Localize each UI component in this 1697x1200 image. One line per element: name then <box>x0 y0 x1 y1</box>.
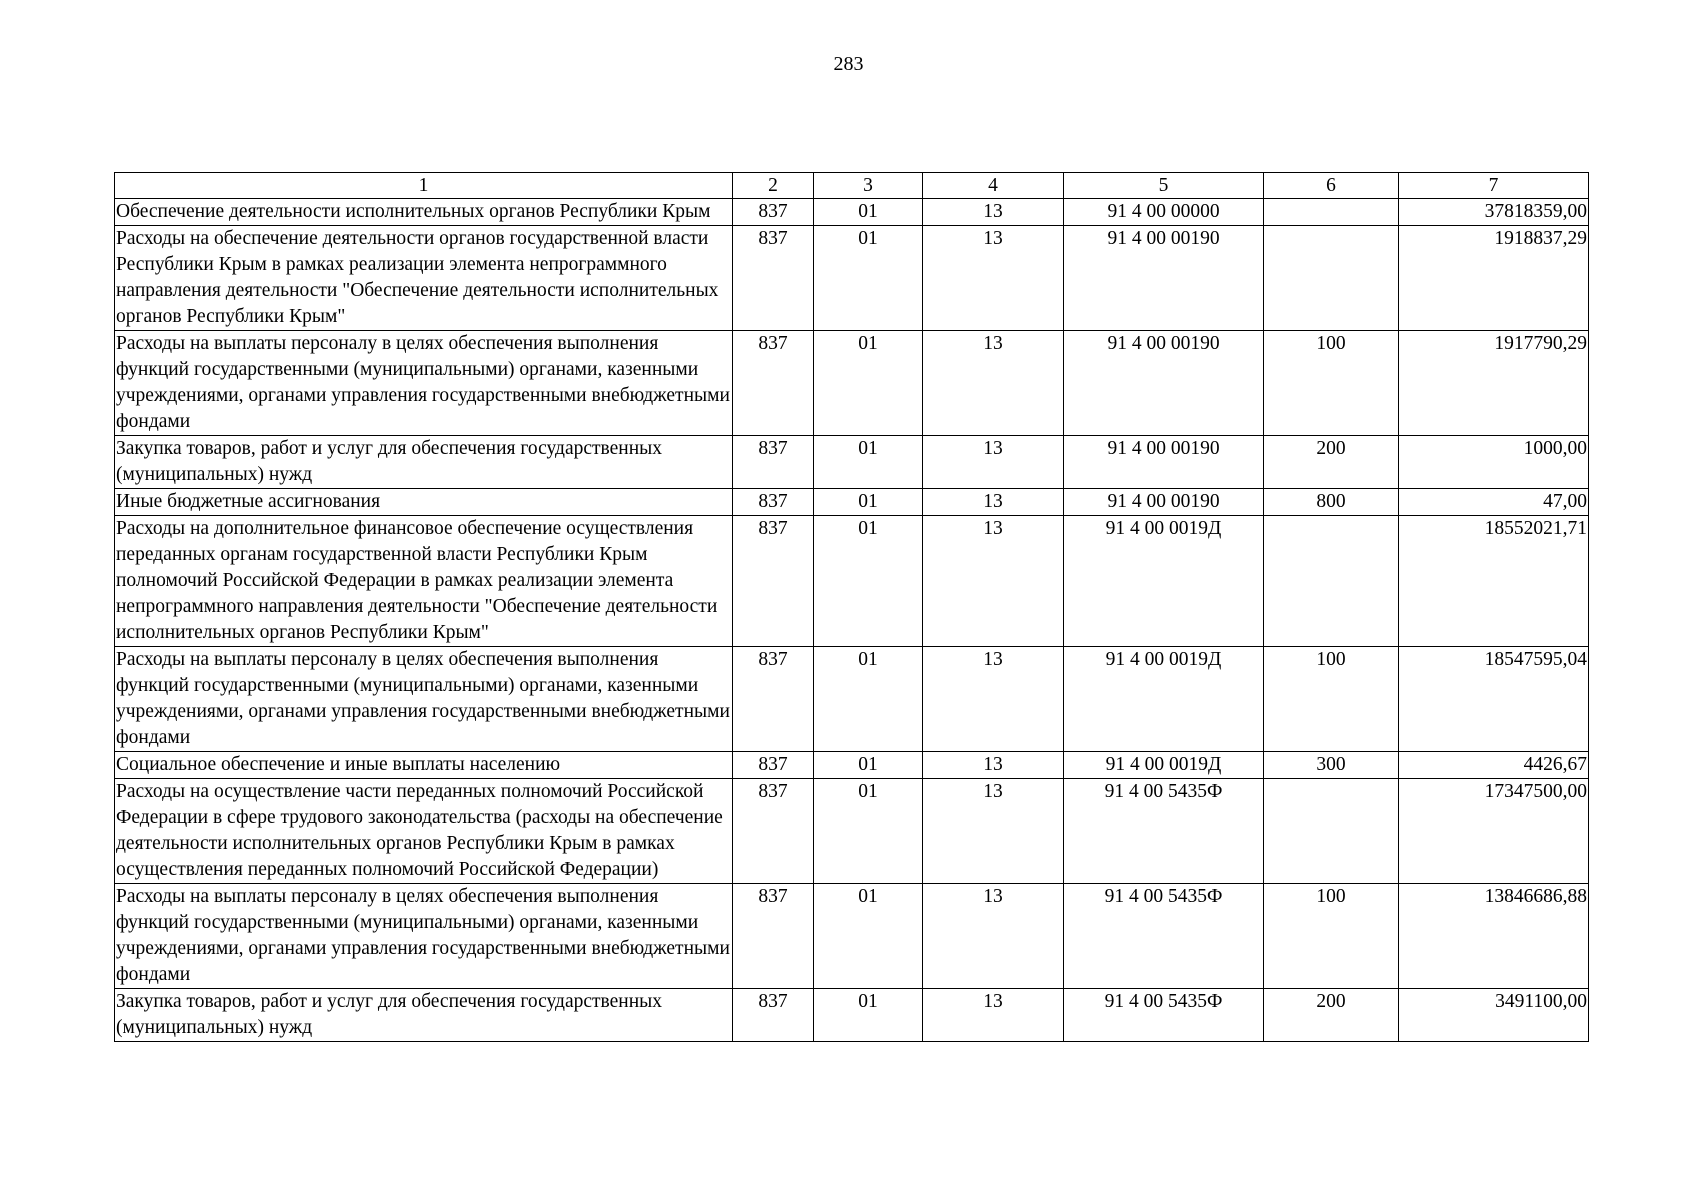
target-article-code: 91 4 00 5435Ф <box>1064 779 1264 884</box>
expense-name: Расходы на обеспечение деятельности органов государственной власти Республики Крым в рамках реализации элемента непрограммного направления деятельности "Обеспечение деятельности исполнительных органов Республики Крым" <box>115 226 733 331</box>
target-article-code: 91 4 00 0019Д <box>1064 752 1264 779</box>
table-row <box>115 779 1589 884</box>
amount: 4426,67 <box>1399 752 1589 779</box>
amount: 18547595,04 <box>1399 647 1589 752</box>
grbs-code: 837 <box>733 752 814 779</box>
subsection-code: 13 <box>923 647 1064 752</box>
target-article-code: 91 4 00 00190 <box>1064 331 1264 436</box>
amount: 47,00 <box>1399 489 1589 516</box>
subsection-code: 13 <box>923 516 1064 647</box>
expense-name: Расходы на дополнительное финансовое обеспечение осуществления переданных органам государственной власти Республики Крым полномочий Российской Федерации в рамках реализации элемента непрограммного направления деятельности "Обеспечение деятельности исполнительных органов Республики Крым" <box>115 516 733 647</box>
expense-name: Закупка товаров, работ и услуг для обеспечения государственных (муниципальных) нужд <box>115 436 733 489</box>
expense-type-code: 100 <box>1264 647 1399 752</box>
section-code: 01 <box>814 779 923 884</box>
table-row <box>115 436 1589 489</box>
section-code: 01 <box>814 226 923 331</box>
subsection-code: 13 <box>923 331 1064 436</box>
target-article-code: 91 4 00 00190 <box>1064 226 1264 331</box>
expense-type-code: 200 <box>1264 436 1399 489</box>
expense-name: Расходы на выплаты персоналу в целях обеспечения выполнения функций государственными (муниципальными) органами, казенными учреждениями, органами управления государственными внебюджетными фондами <box>115 331 733 436</box>
expense-name: Закупка товаров, работ и услуг для обеспечения государственных (муниципальных) нужд <box>115 989 733 1042</box>
grbs-code: 837 <box>733 779 814 884</box>
grbs-code: 837 <box>733 989 814 1042</box>
target-article-code: 91 4 00 00190 <box>1064 436 1264 489</box>
subsection-code: 13 <box>923 989 1064 1042</box>
subsection-code: 13 <box>923 779 1064 884</box>
header-cell-4: 4 <box>923 173 1064 199</box>
header-cell-6: 6 <box>1264 173 1399 199</box>
table-row <box>115 226 1589 331</box>
section-code: 01 <box>814 752 923 779</box>
grbs-code: 837 <box>733 489 814 516</box>
expense-type-code <box>1264 199 1399 226</box>
section-code: 01 <box>814 489 923 516</box>
expense-name: Расходы на выплаты персоналу в целях обеспечения выполнения функций государственными (муниципальными) органами, казенными учреждениями, органами управления государственными внебюджетными фондами <box>115 884 733 989</box>
header-cell-5: 5 <box>1064 173 1264 199</box>
target-article-code: 91 4 00 5435Ф <box>1064 884 1264 989</box>
subsection-code: 13 <box>923 436 1064 489</box>
expense-name: Расходы на осуществление части переданных полномочий Российской Федерации в сфере трудового законодательства (расходы на обеспечение деятельности исполнительных органов Республики Крым в рамках осуществления переданных полномочий Российской Федерации) <box>115 779 733 884</box>
subsection-code: 13 <box>923 884 1064 989</box>
table-row <box>115 752 1589 779</box>
expense-name: Иные бюджетные ассигнования <box>115 489 733 516</box>
subsection-code: 13 <box>923 226 1064 331</box>
header-cell-2: 2 <box>733 173 814 199</box>
grbs-code: 837 <box>733 647 814 752</box>
table-row <box>115 489 1589 516</box>
expense-type-code: 300 <box>1264 752 1399 779</box>
grbs-code: 837 <box>733 331 814 436</box>
target-article-code: 91 4 00 00000 <box>1064 199 1264 226</box>
section-code: 01 <box>814 647 923 752</box>
table-row <box>115 884 1589 989</box>
amount: 1917790,29 <box>1399 331 1589 436</box>
table-row <box>115 331 1589 436</box>
section-code: 01 <box>814 989 923 1042</box>
expense-name: Расходы на выплаты персоналу в целях обеспечения выполнения функций государственными (муниципальными) органами, казенными учреждениями, органами управления государственными внебюджетными фондами <box>115 647 733 752</box>
grbs-code: 837 <box>733 226 814 331</box>
amount: 3491100,00 <box>1399 989 1589 1042</box>
section-code: 01 <box>814 331 923 436</box>
amount: 13846686,88 <box>1399 884 1589 989</box>
budget-table <box>114 172 1589 1042</box>
section-code: 01 <box>814 199 923 226</box>
amount: 1918837,29 <box>1399 226 1589 331</box>
table-row <box>115 516 1589 647</box>
expense-type-code: 800 <box>1264 489 1399 516</box>
amount: 37818359,00 <box>1399 199 1589 226</box>
grbs-code: 837 <box>733 516 814 647</box>
page-number: 283 <box>833 53 864 75</box>
amount: 17347500,00 <box>1399 779 1589 884</box>
expense-type-code: 100 <box>1264 331 1399 436</box>
target-article-code: 91 4 00 0019Д <box>1064 647 1264 752</box>
expense-type-code: 200 <box>1264 989 1399 1042</box>
amount: 1000,00 <box>1399 436 1589 489</box>
header-cell-7: 7 <box>1399 173 1589 199</box>
table-row <box>115 989 1589 1042</box>
target-article-code: 91 4 00 0019Д <box>1064 516 1264 647</box>
section-code: 01 <box>814 436 923 489</box>
subsection-code: 13 <box>923 199 1064 226</box>
amount: 18552021,71 <box>1399 516 1589 647</box>
header-cell-3: 3 <box>814 173 923 199</box>
table-row <box>115 199 1589 226</box>
expense-type-code <box>1264 226 1399 331</box>
subsection-code: 13 <box>923 489 1064 516</box>
expense-type-code: 100 <box>1264 884 1399 989</box>
section-code: 01 <box>814 516 923 647</box>
target-article-code: 91 4 00 00190 <box>1064 489 1264 516</box>
grbs-code: 837 <box>733 199 814 226</box>
grbs-code: 837 <box>733 884 814 989</box>
target-article-code: 91 4 00 5435Ф <box>1064 989 1264 1042</box>
header-cell-1: 1 <box>115 173 733 199</box>
expense-type-code <box>1264 779 1399 884</box>
subsection-code: 13 <box>923 752 1064 779</box>
expense-name: Социальное обеспечение и иные выплаты населению <box>115 752 733 779</box>
expense-name: Обеспечение деятельности исполнительных органов Республики Крым <box>115 199 733 226</box>
header-row <box>115 173 1589 199</box>
table-row <box>115 647 1589 752</box>
expense-type-code <box>1264 516 1399 647</box>
grbs-code: 837 <box>733 436 814 489</box>
section-code: 01 <box>814 884 923 989</box>
